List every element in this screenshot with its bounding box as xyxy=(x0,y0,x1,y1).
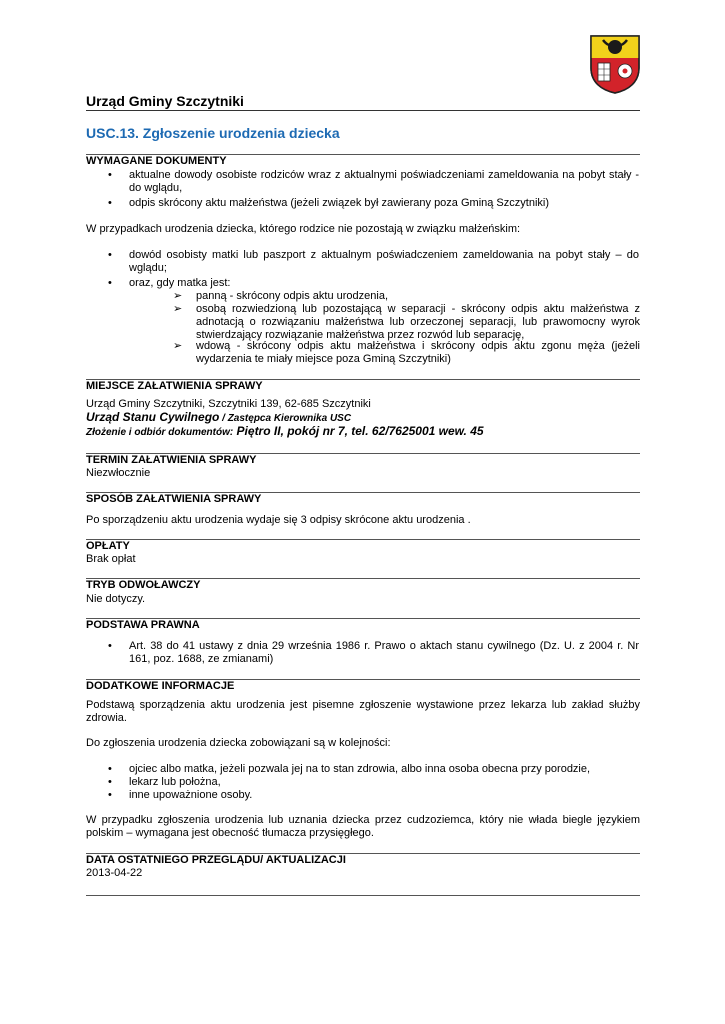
section-heading-place: MIEJSCE ZAŁATWIENIA SPRAWY xyxy=(86,380,263,392)
section-heading-deadline: TERMIN ZAŁATWIENIA SPRAWY xyxy=(86,454,257,466)
bullet-icon: • xyxy=(108,789,112,801)
coat-of-arms-icon xyxy=(589,34,641,94)
list-item-text: lekarz lub położna, xyxy=(129,776,221,788)
paragraph: W przypadkach urodzenia dziecka, którego rodzice nie pozostają w związku małżeńskim: xyxy=(86,223,521,235)
office-line xyxy=(86,411,640,425)
paragraph: W przypadku zgłoszenia urodzenia lub uznania dziecka przez cudzoziemca, który nie włada biegle językiem polskim – wymagana jest obecność tłumacza przysięgłego. xyxy=(86,814,640,839)
bullet-icon: • xyxy=(108,169,112,181)
divider xyxy=(86,110,640,111)
section-heading-legal: PODSTAWA PRAWNA xyxy=(86,619,200,631)
arrow-bullet-icon: ➢ xyxy=(173,303,183,315)
page-title: USC.13. Zgłoszenie urodzenia dziecka xyxy=(86,125,340,141)
sub-list-item-text: osobą rozwiedzioną lub pozostającą w separacji - skrócony odpis aktu małżeństwa z adnotacją o rozwiązaniu małżeństwa lub orzeczonej separacji, lub prawomocny wyrok stwierdzający rozwiązanie małżeństwa przez rozwód lub separację, xyxy=(196,303,640,341)
list-item-text: dowód osobisty matki lub paszport z aktualnym poświadczeniem zameldowania na pobyt stały – do wglądu; xyxy=(129,249,639,274)
bullet-icon: • xyxy=(108,249,112,261)
list-item-text: odpis skrócony aktu małżeństwa (jeżeli związek był zawierany poza Gminą Szczytniki) xyxy=(129,197,549,209)
section-heading-appeal: TRYB ODWOŁAWCZY xyxy=(86,579,201,591)
appeal-value: Nie dotyczy. xyxy=(86,593,146,605)
section-heading-fees: OPŁATY xyxy=(86,540,130,552)
submission-label: Złożenie i odbiór dokumentów: xyxy=(86,427,234,438)
office-name: Urząd Gminy Szczytniki xyxy=(86,93,244,109)
section-heading-required-docs: WYMAGANE DOKUMENTY xyxy=(86,155,227,167)
office-main: Urząd Stanu Cywilnego xyxy=(86,410,220,424)
submission-line xyxy=(86,425,640,439)
arrow-bullet-icon: ➢ xyxy=(173,340,183,352)
fees-value: Brak opłat xyxy=(86,553,136,565)
bullet-icon: • xyxy=(108,776,112,788)
sub-list-item-text: panną - skrócony odpis aktu urodzenia, xyxy=(196,290,389,302)
address: Urząd Gminy Szczytniki, Szczytniki 139, 62-685 Szczytniki xyxy=(86,398,371,410)
sub-list-item-text: wdową - skrócony odpis aktu małżeństwa i skrócony odpis aktu zgonu męża (jeżeli wydarzenia te miały miejsce poza Gminą Szczytniki) xyxy=(196,340,640,365)
section-heading-extra: DODATKOWE INFORMACJE xyxy=(86,680,235,692)
bullet-icon: • xyxy=(108,277,112,289)
divider xyxy=(86,895,640,896)
office-sub: / Zastępca Kierownika USC xyxy=(219,413,352,424)
list-item xyxy=(86,169,640,195)
list-item-text: oraz, gdy matka jest: xyxy=(129,277,231,289)
method-value: Po sporządzeniu aktu urodzenia wydaje się 3 odpisy skrócone aktu urodzenia . xyxy=(86,514,471,526)
bullet-icon: • xyxy=(108,640,112,652)
bullet-icon: • xyxy=(108,197,112,209)
list-item-text: aktualne dowody osobiste rodziców wraz z aktualnymi poświadczeniami zameldowania na pobyt stały - do wglądu, xyxy=(129,169,639,194)
list-item-text: ojciec albo matka, jeżeli pozwala jej na to stan zdrowia, albo inna osoba obecna przy porodzie, xyxy=(129,763,591,775)
updated-date: 2013-04-22 xyxy=(86,867,143,879)
section-heading-method: SPOSÓB ZAŁATWIENIA SPRAWY xyxy=(86,493,262,505)
bullet-icon: • xyxy=(108,763,112,775)
submission-value: Piętro II, pokój nr 7, tel. 62/7625001 wew. 45 xyxy=(233,424,484,438)
list-item-text: Art. 38 do 41 ustawy z dnia 29 września 1986 r. Prawo o aktach stanu cywilnego (Dz. U. z 2004 r. Nr 161, poz. 1688, ze zmianami) xyxy=(129,640,639,665)
paragraph: Do zgłoszenia urodzenia dziecka zobowiązani są w kolejności: xyxy=(86,737,391,749)
paragraph: Podstawą sporządzenia aktu urodzenia jest pisemne zgłoszenie wystawione przez lekarza lub zakład służby zdrowia. xyxy=(86,699,640,724)
deadline-value: Niezwłocznie xyxy=(86,467,151,479)
arrow-bullet-icon: ➢ xyxy=(173,290,183,302)
section-heading-updated: DATA OSTATNIEGO PRZEGLĄDU/ AKTUALIZACJI xyxy=(86,854,346,866)
list-item-text: inne upoważnione osoby. xyxy=(129,789,253,801)
